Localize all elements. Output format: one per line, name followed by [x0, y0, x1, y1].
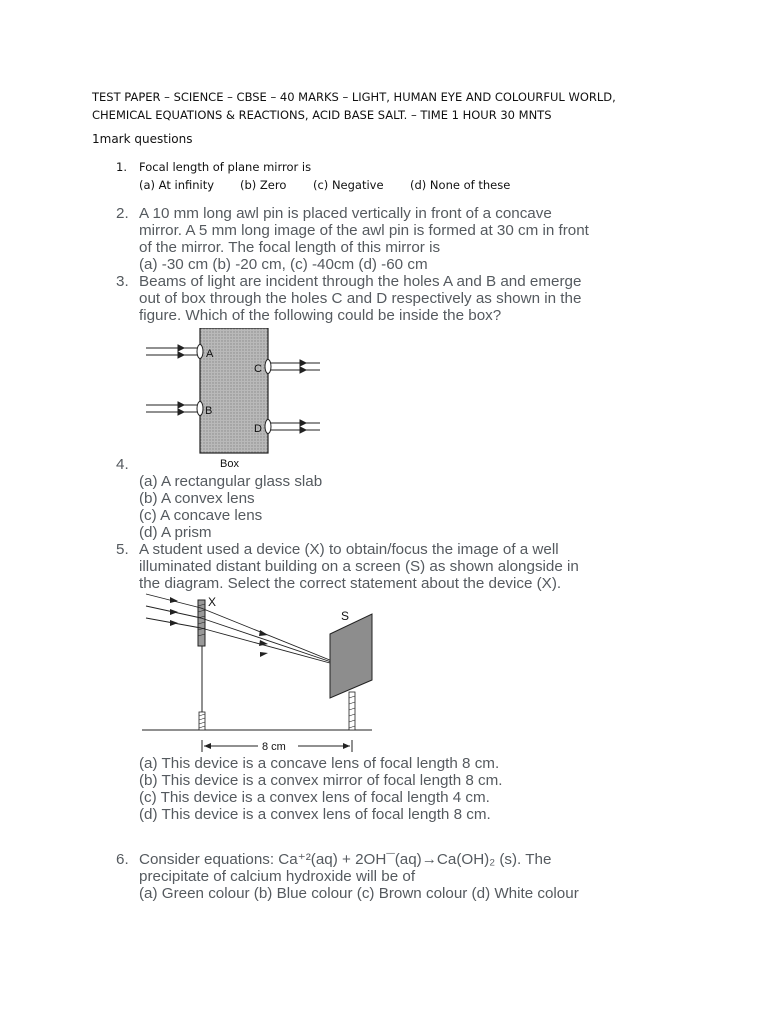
distance-label: 8 cm [262, 741, 286, 753]
option-a: (a) This device is a concave lens of focal length 8 cm. [139, 755, 500, 772]
hole-c [265, 360, 271, 374]
question-number: 3. [116, 273, 129, 290]
label-a: A [206, 348, 214, 360]
question-line: A 10 mm long awl pin is placed vertically in front of a concave [139, 205, 552, 222]
beam-c [270, 360, 320, 373]
screen-s [330, 614, 372, 698]
option-c: (c) This device is a convex lens of focal length 4 cm. [139, 789, 490, 806]
question-number: 5. [116, 541, 129, 558]
question-line: illuminated distant building on a screen (S) as shown alongside in [139, 558, 579, 575]
question-number: 6. [116, 851, 129, 868]
question-line: figure. Which of the following could be inside the box? [139, 307, 502, 324]
heading-line-2: CHEMICAL EQUATIONS & REACTIONS, ACID BASE SALT. – TIME 1 HOUR 30 MNTS [92, 108, 552, 122]
hole-a [197, 345, 203, 359]
option-a: (a) A rectangular glass slab [139, 473, 323, 490]
question-line: Consider equations: Ca⁺²(aq) + 2OH¯(aq)→Ca(OH)₂ (s). The [139, 851, 552, 868]
option-b: (b) A convex lens [139, 490, 255, 507]
question-line: (a) Green colour (b) Blue colour (c) Brown colour (d) White colour [139, 885, 579, 902]
label-s: S [341, 609, 350, 623]
box-caption: Box [220, 458, 239, 470]
question-line: out of box through the holes C and D respectively as shown in the [139, 290, 582, 307]
question-line: of the mirror. The focal length of this mirror is [139, 239, 441, 256]
beam-d [270, 420, 320, 433]
question-text [139, 541, 699, 592]
question-text [139, 851, 699, 902]
question-options [139, 473, 699, 541]
hole-b [197, 402, 203, 416]
label-d: D [254, 423, 262, 435]
question-line: Beams of light are incident through the holes A and B and emerge [139, 273, 582, 290]
question-text [139, 273, 699, 324]
question-line: (a) -30 cm (b) -20 cm, (c) -40cm (d) -60 cm [139, 256, 428, 273]
label-x: X [208, 595, 217, 609]
question-line: mirror. A 5 mm long image of the awl pin is formed at 30 cm in front [139, 222, 589, 239]
option-b: (b) This device is a convex mirror of focal length 8 cm. [139, 772, 503, 789]
option-d: (d) This device is a convex lens of focal length 8 cm. [139, 806, 491, 823]
option-d: (d) None of these [410, 178, 511, 192]
paper-heading [92, 88, 732, 124]
question-number: 4. [116, 456, 129, 473]
heading-line-1: TEST PAPER – SCIENCE – CBSE – 40 MARKS – LIGHT, HUMAN EYE AND COLOURFUL WORLD, [92, 90, 616, 104]
question-text [139, 205, 699, 273]
beam-a [146, 345, 198, 358]
question-line: precipitate of calcium hydroxide will be of [139, 868, 416, 885]
hole-d [265, 420, 271, 434]
label-c: C [254, 363, 262, 375]
box-diagram [140, 328, 340, 473]
question-line: the diagram. Select the correct statement about the device (X). [139, 575, 562, 592]
option-c: (c) A concave lens [139, 507, 263, 524]
option-b: (b) Zero [240, 178, 287, 192]
question-options [139, 755, 699, 823]
question-text: Focal length of plane mirror is [139, 160, 312, 174]
option-a: (a) At infinity [139, 178, 215, 192]
option-d: (d) A prism [139, 524, 212, 541]
question-line: A student used a device (X) to obtain/focus the image of a well [139, 541, 559, 558]
light-rays [146, 594, 352, 669]
question-number: 1. [116, 160, 127, 174]
lens-diagram [140, 592, 380, 754]
option-c: (c) Negative [313, 178, 384, 192]
section-title: 1mark questions [92, 132, 193, 146]
label-b: B [205, 405, 213, 417]
beam-b [146, 402, 198, 415]
question-number: 2. [116, 205, 129, 222]
